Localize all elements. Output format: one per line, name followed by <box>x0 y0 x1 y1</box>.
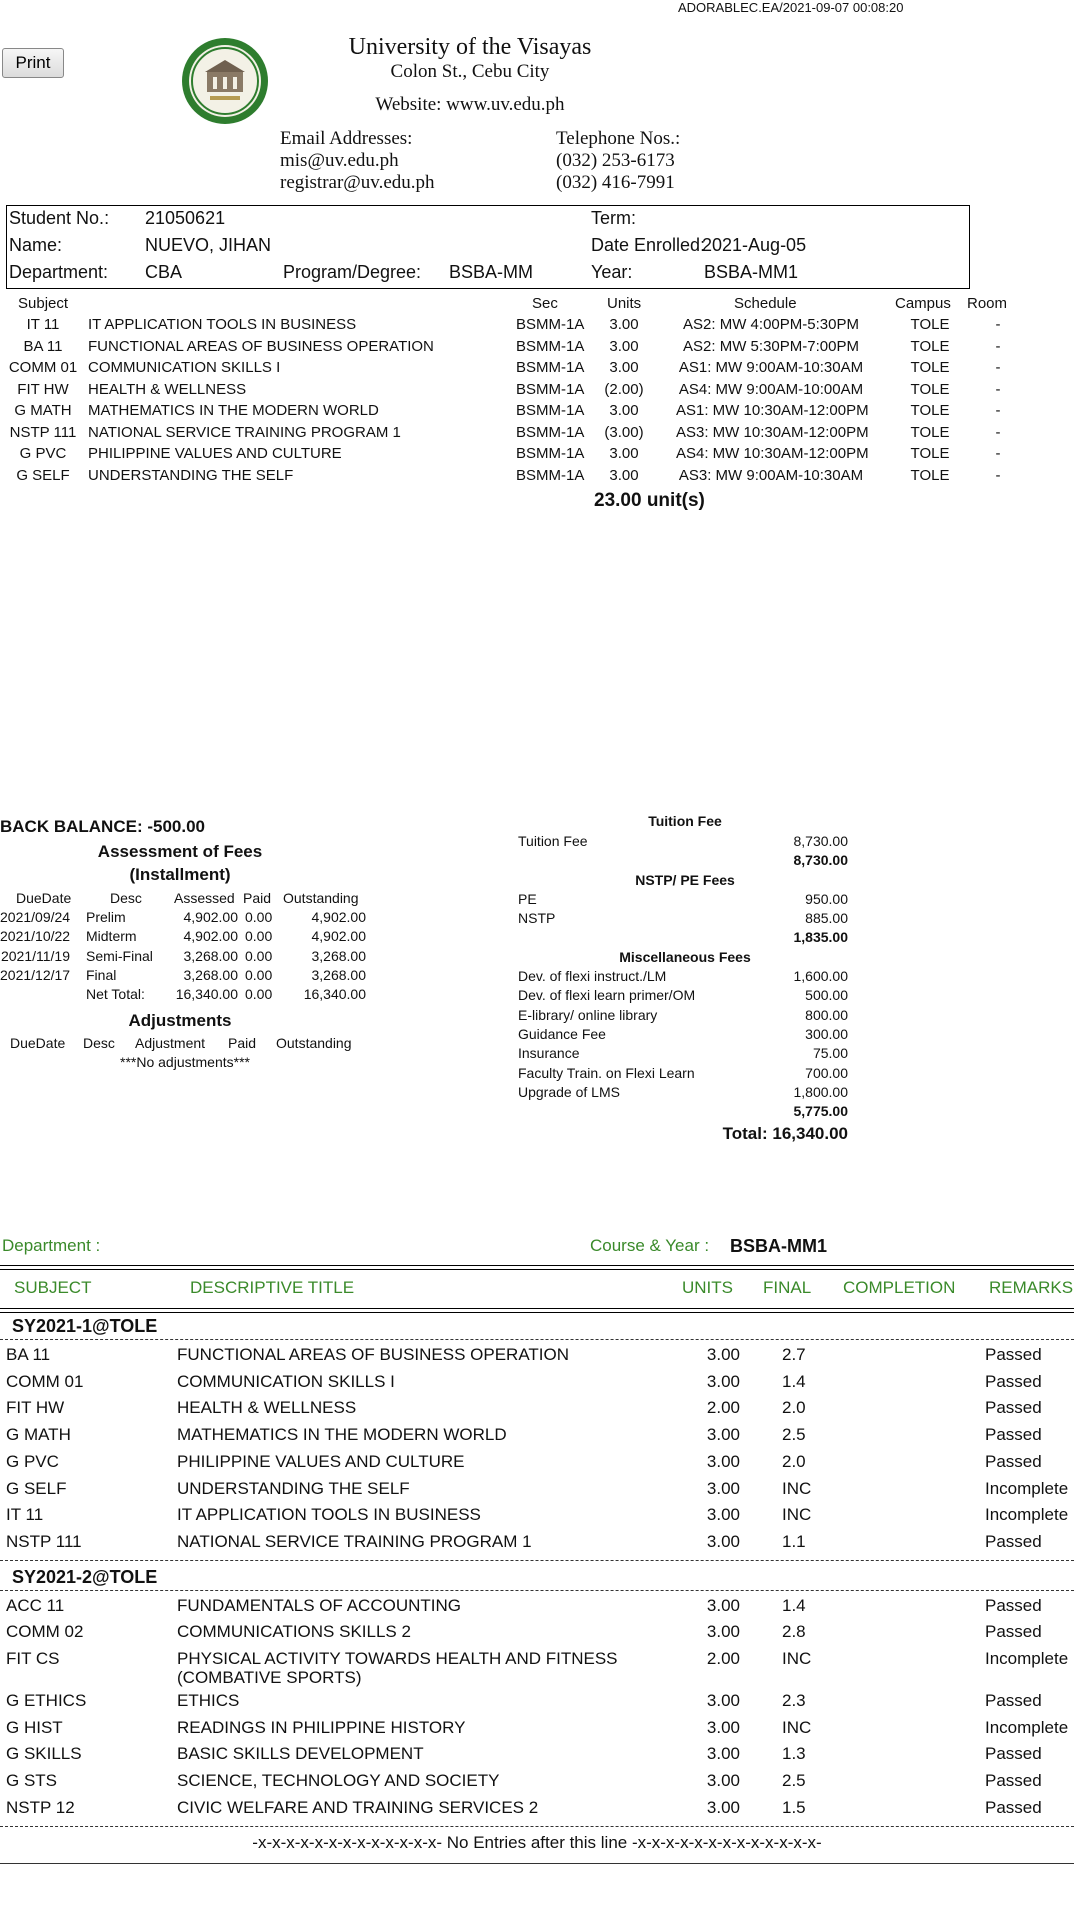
grade-row <box>0 1532 1080 1559</box>
schedule: AS3: MW 10:30AM-12:00PM <box>676 423 869 441</box>
grade-row <box>0 1452 1080 1479</box>
final-grade: 2.0 <box>782 1451 806 1471</box>
final-grade: 2.8 <box>782 1622 806 1642</box>
installment-assessed: 4,902.00 <box>183 928 238 945</box>
grade-row <box>0 1798 1080 1825</box>
remarks: Passed <box>985 1797 1042 1817</box>
units: (3.00) <box>604 423 644 441</box>
room: - <box>995 316 1001 333</box>
room: - <box>995 445 1001 462</box>
misc-fee-label: Upgrade of LMS <box>518 1083 620 1100</box>
grade-row <box>0 1744 1080 1771</box>
col-completion: COMPLETION <box>843 1278 956 1297</box>
section: BSMM-1A <box>516 402 585 419</box>
descriptive-title: SCIENCE, TECHNOLOGY AND SOCIETY <box>177 1771 500 1791</box>
grade-row <box>0 1771 1080 1798</box>
subject-code: COMM 02 <box>6 1622 84 1642</box>
subject-code: FIT CS <box>6 1649 60 1668</box>
installment-due-date: 2021/09/24 <box>0 909 71 925</box>
subject-title: COMMUNICATION SKILLS I <box>88 359 281 376</box>
subject-code: G SELF <box>6 1478 67 1498</box>
enrolled-subjects-header <box>0 295 1030 316</box>
final-grade: INC <box>782 1649 812 1668</box>
subject-code: G MATH <box>6 1425 71 1445</box>
col-paid: Paid <box>228 1035 257 1051</box>
remarks: Passed <box>985 1531 1042 1551</box>
descriptive-title: BASIC SKILLS DEVELOPMENT <box>177 1744 424 1764</box>
remarks: Passed <box>985 1398 1042 1418</box>
subject-code: G SKILLS <box>6 1744 82 1764</box>
installment-outstanding: 3,268.00 <box>311 966 366 983</box>
misc-fee-amount: 75.00 <box>812 1045 848 1062</box>
descriptive-title: IT APPLICATION TOOLS IN BUSINESS <box>177 1505 481 1525</box>
misc-fees-title: Miscellaneous Fees <box>619 949 751 965</box>
final-grade: 1.4 <box>782 1595 806 1615</box>
grade-row <box>0 1425 1080 1452</box>
email-address: mis@uv.edu.ph <box>280 150 399 171</box>
units: 3.00 <box>706 1531 740 1551</box>
units: 3.00 <box>706 1797 740 1817</box>
campus: TOLE <box>910 466 950 484</box>
units: 3.00 <box>609 402 639 419</box>
divider <box>0 1826 1074 1827</box>
misc-fee-amount: 800.00 <box>805 1006 848 1023</box>
nstp-fee-label: NSTP <box>518 910 556 926</box>
installment-due-date: 2021/11/19 <box>0 947 70 964</box>
units: 3.00 <box>609 445 639 462</box>
final-grade: INC <box>782 1505 812 1525</box>
final-grade: 2.0 <box>782 1398 806 1418</box>
subject-code: FIT HW <box>6 1398 65 1418</box>
schedule: AS4: MW 10:30AM-12:00PM <box>676 445 869 462</box>
end-of-entries-note: -x-x-x-x-x-x-x-x-x-x-x-x-x- No Entries after this line -x-x-x-x-x-x-x-x-x-x-x-x-x- <box>252 1832 822 1852</box>
grade-row <box>0 1398 1080 1425</box>
units: 3.00 <box>706 1371 740 1391</box>
grade-row <box>0 1718 1080 1745</box>
subject-code: G STS <box>6 1771 58 1791</box>
subject-title: HEALTH & WELLNESS <box>88 380 247 398</box>
installment-description: Semi-Final <box>86 947 153 964</box>
subject-code: BA 11 <box>23 337 63 355</box>
tuition-fee-title: Tuition Fee <box>648 813 722 829</box>
course-year-value: BSBA-MM1 <box>730 1236 827 1256</box>
room: - <box>995 402 1001 419</box>
subject-code: NSTP 111 <box>6 1531 82 1551</box>
student-no-label: Student No.: <box>9 208 110 228</box>
phone-number: (032) 416-7991 <box>556 172 675 193</box>
section: BSMM-1A <box>516 380 585 398</box>
units: 3.00 <box>706 1345 740 1364</box>
assessment-title: Assessment of Fees <box>97 842 263 861</box>
year-value: BSBA-MM1 <box>704 262 799 282</box>
misc-fees-subtotal: 5,775.00 <box>793 1103 848 1119</box>
col-descriptive-title: DESCRIPTIVE TITLE <box>190 1278 355 1297</box>
divider <box>0 1339 1074 1340</box>
section: BSMM-1A <box>516 445 585 462</box>
installment-paid: 0.00 <box>245 947 273 964</box>
nstp-pe-subtotal: 1,835.00 <box>793 929 848 945</box>
campus: TOLE <box>910 445 950 462</box>
installment-outstanding: 4,902.00 <box>311 928 366 945</box>
schedule: AS1: MW 10:30AM-12:00PM <box>676 402 869 419</box>
col-units: UNITS <box>682 1278 733 1297</box>
subject-title: MATHEMATICS IN THE MODERN WORLD <box>88 402 379 419</box>
divider <box>0 1265 1074 1270</box>
enrolled-subject-row <box>0 424 1030 445</box>
enrolled-subject-row <box>0 338 1030 359</box>
campus: TOLE <box>910 423 950 441</box>
col-sec: Sec <box>532 295 558 312</box>
year-label: Year: <box>591 262 633 282</box>
university-address: Colon St., Cebu City <box>390 61 550 82</box>
grades-department-label: Department : <box>2 1236 101 1255</box>
grade-row <box>0 1691 1080 1718</box>
final-grade: 2.5 <box>782 1771 806 1791</box>
phone-number: (032) 253-6173 <box>556 150 675 171</box>
remarks: Passed <box>985 1345 1042 1364</box>
units: 2.00 <box>706 1398 740 1418</box>
misc-fee-amount: 500.00 <box>805 987 848 1004</box>
no-adjustments: ***No adjustments*** <box>120 1054 250 1070</box>
grade-row <box>0 1372 1080 1399</box>
col-final: FINAL <box>763 1278 812 1297</box>
final-grade: 1.3 <box>782 1744 806 1764</box>
name-label: Name: <box>9 235 63 255</box>
installment-assessed: 4,902.00 <box>183 909 238 925</box>
university-seal-logo <box>180 36 270 126</box>
nstp-fee-amount: 885.00 <box>805 910 848 926</box>
section: BSMM-1A <box>516 316 585 333</box>
enrolled-subject-row <box>0 402 1030 423</box>
student-no-value: 21050621 <box>145 208 226 228</box>
grade-row <box>0 1622 1080 1649</box>
fees-breakdown <box>518 813 852 1143</box>
enrolled-subject-row <box>0 445 1030 466</box>
remarks: Incomplete <box>985 1478 1069 1498</box>
subject-title: UNDERSTANDING THE SELF <box>88 466 294 484</box>
room: - <box>995 359 1001 376</box>
course-year-label: Course & Year : <box>590 1236 710 1255</box>
net-total-label: Net Total: <box>86 986 145 1002</box>
descriptive-title: UNDERSTANDING THE SELF <box>177 1478 410 1498</box>
col-adjustment: Adjustment <box>135 1035 206 1051</box>
units: 3.00 <box>609 337 639 355</box>
subject-code: BA 11 <box>6 1345 51 1364</box>
email-address: registrar@uv.edu.ph <box>280 172 435 193</box>
campus: TOLE <box>910 316 950 333</box>
col-outstanding: Outstanding <box>276 1035 352 1051</box>
misc-fee-label: Insurance <box>518 1045 580 1062</box>
descriptive-title: FUNDAMENTALS OF ACCOUNTING <box>177 1595 461 1615</box>
misc-fee-amount: 700.00 <box>805 1064 848 1081</box>
term-heading: SY2021-1@TOLE <box>12 1316 158 1336</box>
col-desc: Desc <box>83 1035 115 1051</box>
schedule: AS2: MW 4:00PM-5:30PM <box>683 316 859 333</box>
net-paid: 0.00 <box>245 986 273 1002</box>
col-subject: SUBJECT <box>14 1278 92 1297</box>
subject-code: G ETHICS <box>6 1691 87 1710</box>
room: - <box>995 337 1001 355</box>
subject-code: COMM 01 <box>8 359 78 376</box>
misc-fee-label: Dev. of flexi learn primer/OM <box>518 987 696 1004</box>
units: 3.00 <box>706 1717 740 1737</box>
enrolled-subject-row <box>0 381 1030 402</box>
campus: TOLE <box>910 359 950 376</box>
campus: TOLE <box>910 402 950 419</box>
remarks: Passed <box>985 1371 1042 1391</box>
units: 3.00 <box>706 1744 740 1764</box>
section: BSMM-1A <box>516 423 585 441</box>
misc-fee-amount: 1,800.00 <box>793 1083 848 1100</box>
tuition-fee-subtotal: 8,730.00 <box>793 852 848 868</box>
col-remarks: REMARKS <box>989 1278 1074 1297</box>
remarks: Passed <box>985 1744 1042 1764</box>
enrolled-subject-row <box>0 467 1030 488</box>
program-value: BSBA-MM <box>449 262 534 282</box>
subject-code: COMM 01 <box>6 1371 84 1391</box>
misc-fee-label: Faculty Train. on Flexi Learn <box>518 1064 695 1081</box>
fees-total: Total: 16,340.00 <box>722 1124 848 1143</box>
installment-outstanding: 3,268.00 <box>311 947 366 964</box>
subject-code: G HIST <box>6 1717 63 1737</box>
schedule: AS4: MW 9:00AM-10:00AM <box>678 380 864 398</box>
installment-paid: 0.00 <box>245 928 273 945</box>
name-value: NUEVO, JIHAN <box>145 235 272 255</box>
col-room: Room <box>967 295 1008 312</box>
tuition-fee-label: Tuition Fee <box>518 833 588 849</box>
room: - <box>995 380 1001 398</box>
remarks: Incomplete <box>985 1649 1069 1668</box>
col-schedule: Schedule <box>734 295 797 312</box>
descriptive-title: NATIONAL SERVICE TRAINING PROGRAM 1 <box>177 1531 532 1551</box>
col-duedate: DueDate <box>16 890 72 906</box>
term-label: Term: <box>591 208 636 228</box>
email-heading: Email Addresses: <box>280 128 413 149</box>
descriptive-title: COMMUNICATIONS SKILLS 2 <box>177 1622 411 1642</box>
final-grade: INC <box>782 1478 812 1498</box>
units: 3.00 <box>609 466 639 484</box>
subject-code: NSTP 12 <box>6 1797 75 1817</box>
university-name: University of the Visayas <box>348 34 592 60</box>
divider <box>0 1560 1074 1561</box>
units: 3.00 <box>609 359 639 376</box>
total-units: 23.00 unit(s) <box>594 490 705 511</box>
subject-code: G PVC <box>19 445 67 462</box>
back-balance: BACK BALANCE: -500.00 <box>0 817 205 836</box>
program-label: Program/Degree: <box>283 262 422 282</box>
misc-fee-amount: 300.00 <box>805 1025 848 1042</box>
schedule: AS3: MW 9:00AM-10:30AM <box>678 466 864 484</box>
misc-fee-amount: 1,600.00 <box>793 968 848 984</box>
print-button[interactable]: Print <box>2 48 64 78</box>
descriptive-title: HEALTH & WELLNESS <box>177 1398 357 1418</box>
telephone-numbers <box>556 128 680 194</box>
assessment-table <box>0 890 372 1002</box>
subject-code: ACC 11 <box>6 1595 65 1615</box>
date-enrolled-label: Date Enrolled: <box>591 235 706 255</box>
installment-due-date: 2021/10/22 <box>0 928 71 945</box>
grade-row <box>0 1596 1080 1623</box>
adjustments-title: Adjustments <box>128 1011 232 1030</box>
units: 3.00 <box>706 1451 740 1471</box>
final-grade: INC <box>782 1717 812 1737</box>
col-assessed: Assessed <box>174 890 235 906</box>
section: BSMM-1A <box>516 359 585 376</box>
grades-header <box>0 1278 1080 1302</box>
installment-paid: 0.00 <box>245 966 273 983</box>
enrolled-subject-row <box>0 359 1030 380</box>
descriptive-title: PHYSICAL ACTIVITY TOWARDS HEALTH AND FITNESS (COMBATIVE SPORTS) <box>177 1649 618 1687</box>
col-subject: Subject <box>18 295 69 312</box>
remarks: Passed <box>985 1451 1042 1471</box>
user-timestamp: ADORABLEC.EA/2021-09-07 00:08:20 <box>678 0 904 15</box>
divider <box>0 1863 1074 1864</box>
descriptive-title: COMMUNICATION SKILLS I <box>177 1371 395 1391</box>
subject-code: G MATH <box>14 402 72 419</box>
section: BSMM-1A <box>516 466 585 484</box>
pe-fee-label: PE <box>518 891 537 907</box>
col-paid: Paid <box>243 890 272 906</box>
descriptive-title: CIVIC WELFARE AND TRAINING SERVICES 2 <box>177 1797 539 1817</box>
units: 3.00 <box>706 1595 740 1615</box>
schedule: AS1: MW 9:00AM-10:30AM <box>678 359 864 376</box>
subject-code: IT 11 <box>26 316 60 333</box>
subject-code: G SELF <box>16 466 70 484</box>
schedule: AS2: MW 5:30PM-7:00PM <box>683 337 859 355</box>
final-grade: 2.3 <box>782 1691 806 1710</box>
remarks: Passed <box>985 1425 1042 1445</box>
date-enrolled-value: 2021-Aug-05 <box>702 235 807 255</box>
installment-description: Midterm <box>86 928 137 945</box>
room: - <box>995 423 1001 441</box>
units: 3.00 <box>706 1622 740 1642</box>
subject-title: FUNCTIONAL AREAS OF BUSINESS OPERATION <box>88 337 434 355</box>
term-heading: SY2021-2@TOLE <box>12 1566 158 1587</box>
department-value: CBA <box>145 262 183 282</box>
units: 3.00 <box>706 1691 740 1710</box>
divider <box>0 1308 1074 1313</box>
misc-fee-label: E-library/ online library <box>518 1006 658 1023</box>
subject-code: G PVC <box>6 1451 59 1471</box>
final-grade: 2.5 <box>782 1425 806 1445</box>
pe-fee-amount: 950.00 <box>805 891 848 907</box>
student-info-box <box>6 205 970 289</box>
campus: TOLE <box>910 380 950 398</box>
subject-title: IT APPLICATION TOOLS IN BUSINESS <box>88 316 357 333</box>
adjustments-table <box>0 1035 372 1075</box>
grade-row <box>0 1505 1080 1532</box>
nstp-pe-title: NSTP/ PE Fees <box>635 872 735 888</box>
net-outstanding: 16,340.00 <box>303 986 366 1002</box>
subject-title: PHILIPPINE VALUES AND CULTURE <box>88 445 342 462</box>
installment-due-date: 2021/12/17 <box>0 966 71 983</box>
remarks: Passed <box>985 1771 1042 1791</box>
units: 3.00 <box>706 1478 740 1498</box>
col-outstanding: Outstanding <box>283 890 359 906</box>
university-website: Website: www.uv.edu.ph <box>375 94 565 115</box>
grade-row <box>0 1345 1080 1372</box>
section: BSMM-1A <box>516 337 585 355</box>
descriptive-title: MATHEMATICS IN THE MODERN WORLD <box>177 1425 507 1445</box>
descriptive-title: PHILIPPINE VALUES AND CULTURE <box>177 1451 465 1471</box>
enrolled-subject-row <box>0 316 1030 337</box>
units: 3.00 <box>609 316 639 333</box>
col-duedate: DueDate <box>10 1035 66 1051</box>
assessment-subtitle: (Installment) <box>129 865 231 884</box>
grade-row <box>0 1479 1080 1506</box>
units: 2.00 <box>706 1649 740 1668</box>
remarks: Passed <box>985 1595 1042 1615</box>
installment-description: Prelim <box>86 909 126 925</box>
subject-title: NATIONAL SERVICE TRAINING PROGRAM 1 <box>88 423 401 441</box>
divider <box>0 1590 1074 1591</box>
subject-code: NSTP 111 <box>9 423 77 441</box>
installment-paid: 0.00 <box>245 909 273 925</box>
department-label: Department: <box>9 262 109 282</box>
misc-fee-label: Dev. of flexi instruct./LM <box>518 968 667 984</box>
tuition-fee-amount: 8,730.00 <box>793 833 848 849</box>
col-desc: Desc <box>110 890 142 906</box>
installment-assessed: 3,268.00 <box>183 947 238 964</box>
installment-assessed: 3,268.00 <box>183 966 238 983</box>
units: 3.00 <box>706 1771 740 1791</box>
units: 3.00 <box>706 1505 740 1525</box>
units: 3.00 <box>706 1425 740 1445</box>
misc-fee-label: Guidance Fee <box>518 1025 606 1042</box>
installment-description: Final <box>86 966 117 983</box>
subject-code: IT 11 <box>6 1505 44 1525</box>
room: - <box>995 466 1001 484</box>
email-addresses <box>280 128 435 194</box>
descriptive-title: READINGS IN PHILIPPINE HISTORY <box>177 1717 466 1737</box>
remarks: Passed <box>985 1622 1042 1642</box>
final-grade: 2.7 <box>782 1345 806 1364</box>
final-grade: 1.4 <box>782 1371 806 1391</box>
remarks: Passed <box>985 1691 1042 1710</box>
final-grade: 1.5 <box>782 1797 806 1817</box>
col-campus: Campus <box>895 295 951 312</box>
descriptive-title: ETHICS <box>177 1691 240 1710</box>
col-units: Units <box>607 295 642 312</box>
descriptive-title: FUNCTIONAL AREAS OF BUSINESS OPERATION <box>177 1345 570 1364</box>
installment-outstanding: 4,902.00 <box>311 909 366 925</box>
units: (2.00) <box>604 380 644 398</box>
remarks: Incomplete <box>985 1717 1069 1737</box>
grade-row <box>0 1649 1080 1691</box>
final-grade: 1.1 <box>782 1531 806 1551</box>
remarks: Incomplete <box>985 1505 1069 1525</box>
net-assessed: 16,340.00 <box>175 986 238 1002</box>
campus: TOLE <box>910 337 950 355</box>
phone-heading: Telephone Nos.: <box>556 128 681 149</box>
subject-code: FIT HW <box>17 380 69 398</box>
